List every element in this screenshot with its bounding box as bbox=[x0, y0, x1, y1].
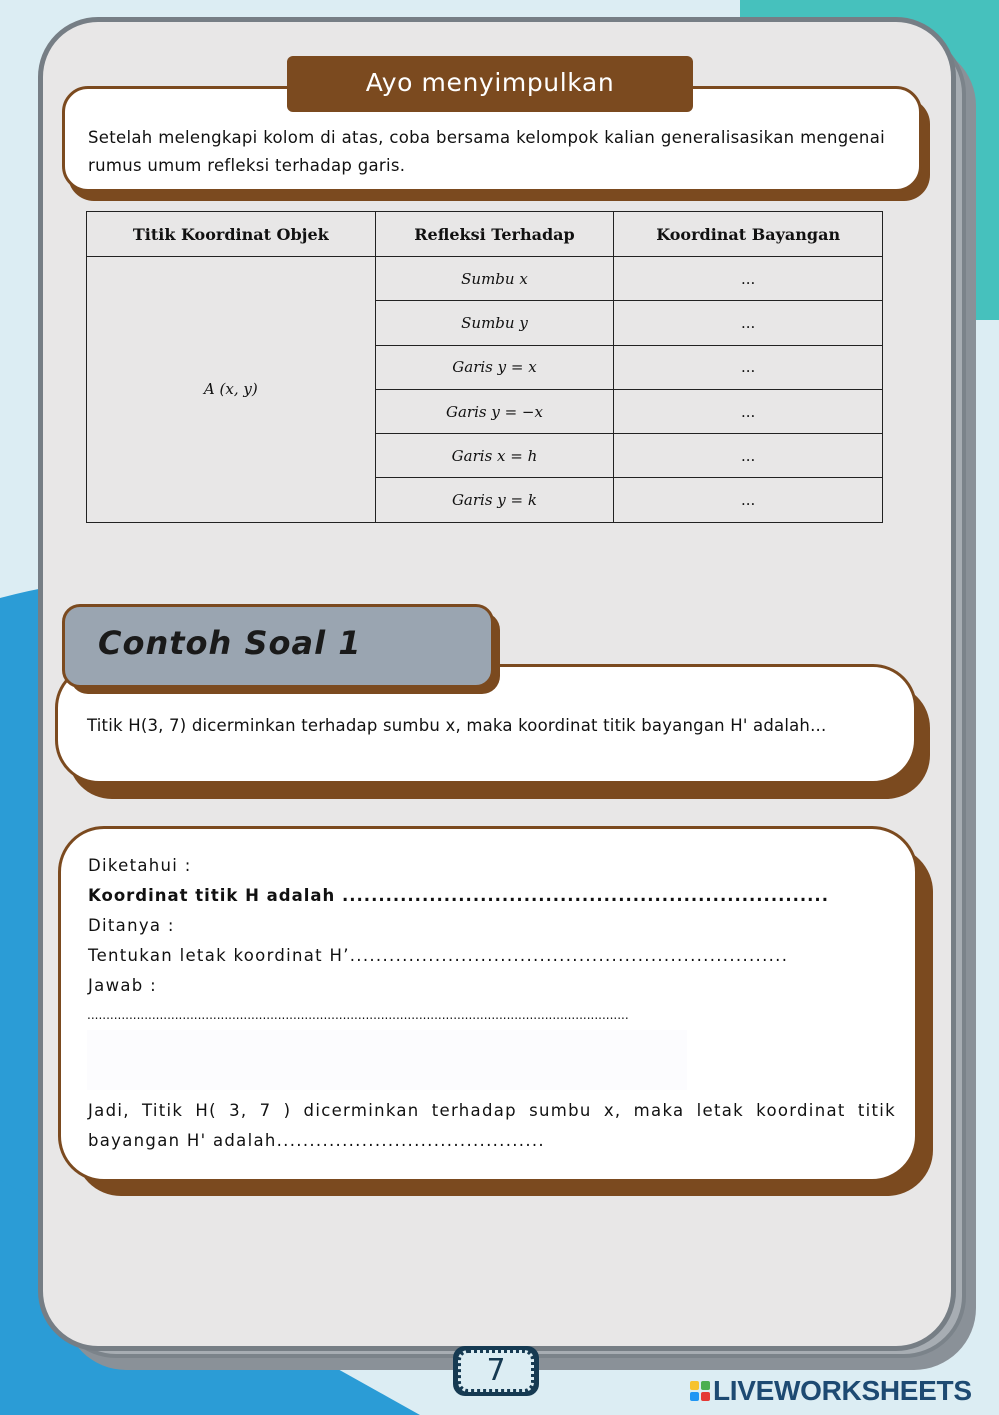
logo-square-4 bbox=[701, 1392, 710, 1401]
table-header-row bbox=[87, 212, 883, 257]
reflection-cell: Sumbu y bbox=[375, 301, 614, 345]
answer-input-area[interactable] bbox=[87, 1030, 687, 1090]
asked-label: Ditanya : bbox=[88, 916, 175, 935]
reflection-cell: Garis y = x bbox=[375, 345, 614, 389]
answer-label: Jawab : bbox=[88, 976, 157, 995]
example-question: Titik H(3, 7) dicerminkan terhadap sumbu x, maka koordinat titik bayangan H' adalah... bbox=[87, 716, 827, 735]
header-object: Titik Koordinat Objek bbox=[87, 212, 376, 257]
header-reflection: Refleksi Terhadap bbox=[375, 212, 614, 257]
reflection-cell: Garis x = h bbox=[375, 434, 614, 478]
logo-square-3 bbox=[690, 1392, 699, 1401]
image-input-cell[interactable]: ... bbox=[614, 389, 883, 433]
image-input-cell[interactable]: ... bbox=[614, 478, 883, 522]
image-input-cell[interactable]: ... bbox=[614, 434, 883, 478]
image-input-cell[interactable]: ... bbox=[614, 301, 883, 345]
object-point-cell: A (x, y) bbox=[87, 257, 376, 523]
known-label: Diketahui : bbox=[88, 856, 192, 875]
reflection-cell: Sumbu x bbox=[375, 257, 614, 301]
table-row bbox=[87, 257, 883, 301]
logo-square-1 bbox=[690, 1381, 699, 1390]
image-input-cell[interactable]: ... bbox=[614, 345, 883, 389]
answer-dotted-line: .............................................................................................................................................. bbox=[87, 1008, 629, 1022]
logo-square-2 bbox=[701, 1381, 710, 1390]
header-image: Koordinat Bayangan bbox=[614, 212, 883, 257]
summary-title-tab: Ayo menyimpulkan bbox=[287, 56, 693, 112]
summary-instruction: Setelah melengkapi kolom di atas, coba bersama kelompok kalian generalisasikan mengenai rumus umum refleksi terhadap garis. bbox=[88, 128, 885, 175]
page-number: 7 bbox=[458, 1350, 534, 1392]
liveworksheets-logo bbox=[690, 1374, 972, 1408]
image-input-cell[interactable]: ... bbox=[614, 257, 883, 301]
reflection-table bbox=[86, 211, 883, 523]
logo-mark-icon bbox=[690, 1381, 710, 1401]
reflection-cell: Garis y = −x bbox=[375, 389, 614, 433]
conclusion-text: Jadi, Titik H( 3, 7 ) dicerminkan terhadap sumbu x, maka letak koordinat titik bayangan H' adalah......................................... bbox=[88, 1101, 896, 1150]
known-value-field[interactable]: Koordinat titik H adalah ................................................................... bbox=[88, 886, 829, 905]
example-title: Contoh Soal 1 bbox=[98, 624, 362, 662]
reflection-cell: Garis y = k bbox=[375, 478, 614, 522]
logo-text: LIVEWORKSHEETS bbox=[713, 1375, 972, 1406]
asked-value-field[interactable]: Tentukan letak koordinat H’................................................................... bbox=[88, 946, 789, 965]
